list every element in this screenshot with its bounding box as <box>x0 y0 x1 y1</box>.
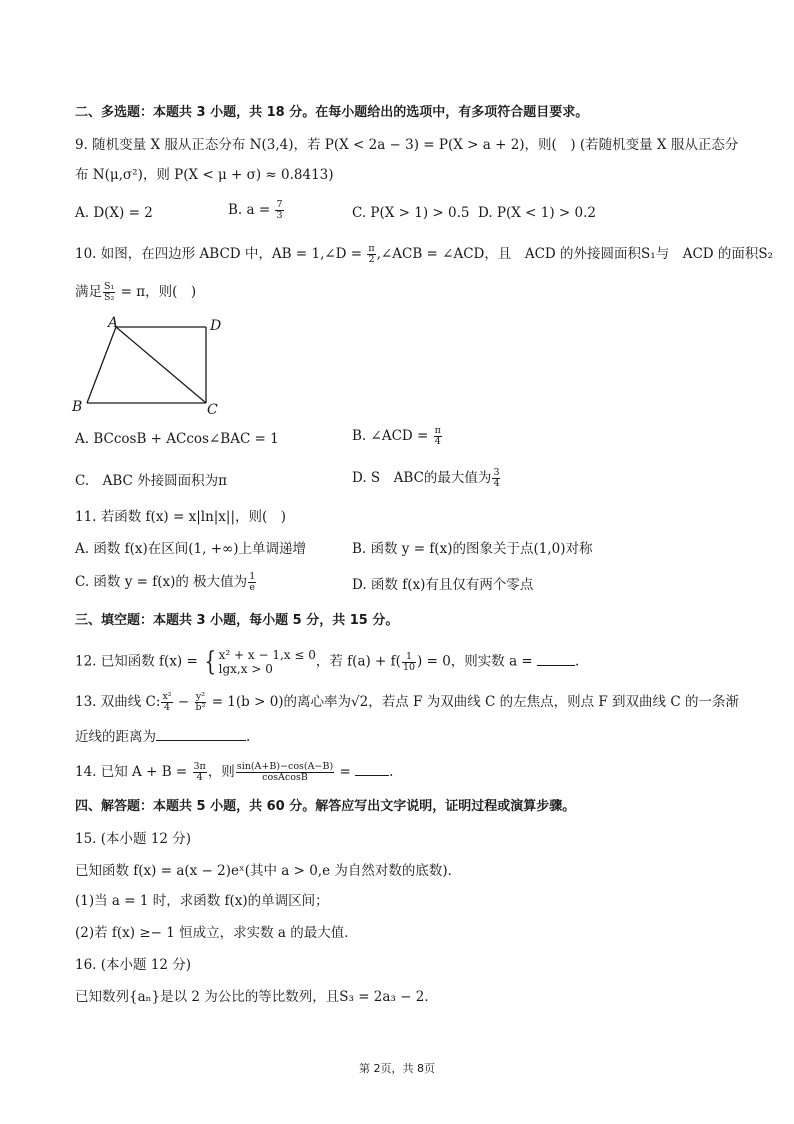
section-2-header: 二、多选题：本题共 3 小题，共 18 分。在每小题给出的选项中，有多项符合题目要求。 <box>75 105 589 120</box>
q12-case-2: lgx,x > 0 <box>218 662 273 676</box>
q13-line1 <box>75 692 739 713</box>
q13-y-den: b² <box>195 702 206 713</box>
q10-option-d <box>352 468 501 489</box>
section-4-header: 四、解答题：本题共 5 小题，共 60 分。解答应写出文字说明，证明过程或演算步骤。 <box>75 799 576 814</box>
q9-option-b-fraction <box>275 200 283 221</box>
q13-y-num: y² <box>195 691 206 702</box>
q10-option-b-num: π <box>434 425 441 436</box>
q9-option-b <box>228 200 285 221</box>
q12-cases <box>219 648 316 676</box>
q13-line2-text: 近线的距离为 <box>75 729 156 745</box>
q14-sum-den: 4 <box>196 772 203 783</box>
q11-option-c-num: 1 <box>249 571 256 582</box>
q16-title: 16. (本小题 12 分) <box>75 957 192 973</box>
quadrilateral-figure <box>70 315 230 420</box>
vertex-label-b: B <box>72 399 83 415</box>
q9-option-b-den: 3 <box>276 210 283 221</box>
q9-option-d: D. P(X < 1) > 0.2 <box>478 205 596 221</box>
q10-line1-b: ,∠ACB = ∠ACD，且 ACD 的外接圆面积S₁与 ACD 的面积S₂ <box>376 246 774 262</box>
q13-x-fraction <box>161 692 172 713</box>
q12-suffix: = 0，则实数 a = <box>422 653 538 670</box>
q10-ratio-den: S₂ <box>104 292 115 303</box>
q13-x-den: 4 <box>164 702 171 713</box>
q13-line2: 近线的距离为 . <box>75 729 251 745</box>
q14-expr-den: cosAcosB <box>262 772 308 783</box>
q11-option-d: D. 函数 f(x)有且仅有两个零点 <box>352 577 534 593</box>
q14-answer-blank[interactable] <box>355 775 389 776</box>
q12-prefix: 12. 已知函数 f(x) = <box>75 653 203 670</box>
q9-stem-line2: 布 N(μ,σ²)，则 P(X < μ + σ) ≈ 0.8413) <box>75 167 334 183</box>
q12-case-1: x² + x − 1,x ≤ 0 <box>218 648 316 662</box>
q14-sum-num: 3π <box>193 761 206 772</box>
q10-line2-b: = π，则( ) <box>116 284 197 300</box>
q10-line2-a: 满足 <box>75 284 102 300</box>
q10-angle-d-fraction <box>367 244 375 265</box>
q11-option-c <box>75 572 257 593</box>
section-3-header: 三、填空题：本题共 3 小题，每小题 5 分，共 15 分。 <box>75 613 399 628</box>
q13-answer-blank[interactable] <box>156 740 246 741</box>
q9-option-a: A. D(X) = 2 <box>75 205 153 221</box>
q12-brace: { <box>204 647 217 677</box>
q10-option-a: A. BCcosB + ACcos∠BAC = 1 <box>75 431 279 447</box>
q10-option-d-fraction <box>492 468 500 489</box>
q9-option-b-prefix: B. a = <box>228 202 275 218</box>
q12-den: 10 <box>402 661 416 673</box>
q10-angle-d-num: π <box>368 243 375 254</box>
q10-stem-line1 <box>75 244 773 265</box>
q12-mid: ，若 f(a) + f <box>315 653 396 670</box>
page-footer: 第 2页，共 8页 <box>359 1062 435 1075</box>
q10-option-d-den: 4 <box>493 478 500 489</box>
q14-sum-fraction <box>193 762 207 783</box>
q11-option-b: B. 函数 y = f(x)的图象关于点(1,0)对称 <box>352 541 593 557</box>
q11-option-c-fraction <box>248 572 256 593</box>
q15-title: 15. (本小题 12 分) <box>75 831 192 847</box>
q11-option-c-prefix: C. 函数 y = f(x)的 极大值为 <box>75 574 248 590</box>
vertex-label-a: A <box>108 315 119 331</box>
q10-option-d-prefix: D. S ABC的最大值为 <box>352 470 492 486</box>
q10-ratio-fraction <box>103 282 115 303</box>
q14-suffix: = <box>335 764 356 780</box>
q16-stem: 已知数列{aₙ}是以 2 为公比的等比数列，且S₃ = 2a₃ − 2． <box>75 989 438 1005</box>
q11-stem: 11. 若函数 f(x) = x|ln|x||，则( ) <box>75 509 287 525</box>
q14-prefix: 14. 已知 A + B = <box>75 764 192 780</box>
q10-option-b-prefix: B. ∠ACD = <box>352 428 433 444</box>
q13-prefix: 13. 双曲线 C: <box>75 694 161 710</box>
vertex-label-c: C <box>207 402 218 418</box>
q9-option-c: C. P(X > 1) > 0.5 <box>352 205 470 221</box>
edge-ab <box>87 327 116 403</box>
q14-expr-fraction <box>236 762 334 783</box>
q10-option-b <box>352 426 443 447</box>
vertex-label-d: D <box>210 318 222 334</box>
q11-option-c-den: e <box>249 582 256 593</box>
q13-rest: = 1(b > 0)的离心率为√2，若点 F 为双曲线 C 的左焦点，则点 F 到双曲线 C 的一条渐 <box>207 694 739 710</box>
q14-mid: ，则 <box>207 764 235 780</box>
q11-option-a: A. 函数 f(x)在区间(1, +∞)上单调递增 <box>75 541 307 557</box>
q10-line1-a: 10. 如图，在四边形 ABCD 中，AB = 1,∠D = <box>75 246 367 262</box>
q10-angle-d-den: 2 <box>368 254 375 265</box>
q10-option-c: C. ABC 外接圆面积为π <box>75 473 228 489</box>
q13-x-num: x² <box>162 691 172 702</box>
q9-option-b-num: 7 <box>276 199 283 210</box>
q15-stem: 已知函数 f(x) = a(x − 2)eˣ(其中 a > 0,e 为自然对数的底数)． <box>75 863 462 879</box>
q15-part-2: (2)若 f(x) ≥− 1 恒成立，求实数 a 的最大值． <box>75 925 358 941</box>
q14: 14. 已知 A + B = $\frac{3\pi}{4}$ ，则 $\frac{\sin(A+B)-\cos(A-B)}{\text{cosAcosB}}$ = . <box>75 761 394 783</box>
q12: 12. 已知函数 f(x) = { x² + x − 1,x ≤ 0 lgx,x > 0 ，若 f(a) + f( $\frac{1}{10}$ ) = 0，则实数 a = . <box>75 647 580 677</box>
q14-expr-num: sin(A+B)−cos(A−B) <box>236 761 334 772</box>
diagonal-ac <box>116 327 206 403</box>
q15-part-1: (1)当 a = 1 时，求函数 f(x)的单调区间； <box>75 893 329 909</box>
q12-fraction <box>402 652 416 673</box>
q10-option-d-num: 3 <box>493 467 500 478</box>
q10-option-b-fraction <box>434 426 442 447</box>
q13-y-fraction <box>195 692 207 713</box>
q10-option-b-den: 4 <box>434 436 441 447</box>
q10-ratio-num: S₁ <box>104 281 115 292</box>
q10-stem-line2 <box>75 282 196 303</box>
q13-minus: − <box>173 694 194 710</box>
q12-num: 1 <box>402 652 416 663</box>
q12-answer-blank[interactable] <box>537 665 575 666</box>
q9-stem-line1: 9. 随机变量 X 服从正态分布 N(3,4)，若 P(X < 2a − 3) = P(X > a + 2)，则( ) (若随机变量 X 服从正态分 <box>75 137 739 153</box>
